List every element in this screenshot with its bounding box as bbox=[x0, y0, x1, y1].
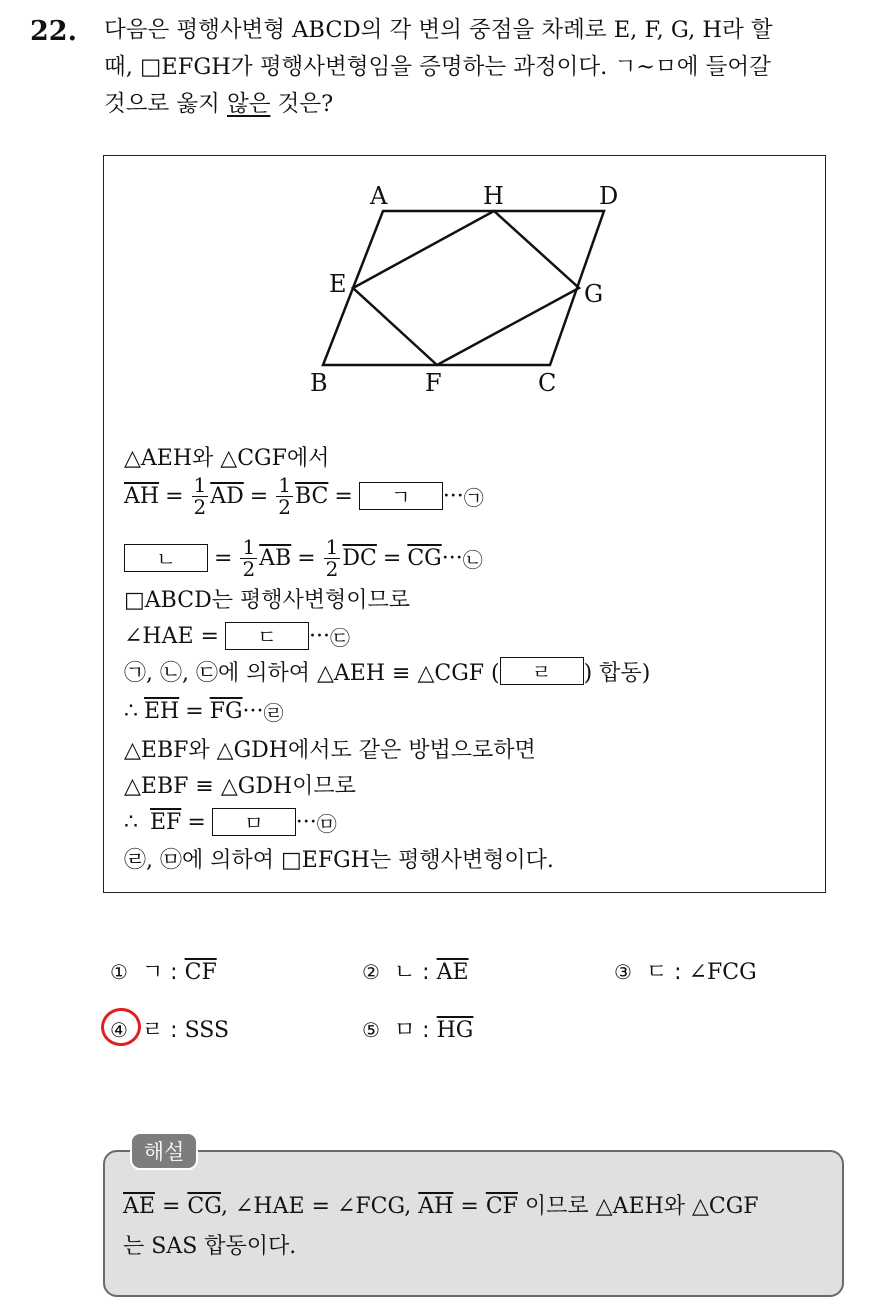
ellipsis: ··· bbox=[309, 623, 330, 649]
segment-CG: $\overline{CG}$ bbox=[407, 545, 442, 571]
quadrilateral-efgh bbox=[353, 211, 579, 365]
equals: = bbox=[214, 545, 233, 571]
proof-line-6 bbox=[124, 651, 650, 691]
choice-value: $\overline{HG}$ bbox=[436, 1018, 474, 1043]
mark-1: ㉠ bbox=[463, 485, 484, 510]
equals: = bbox=[334, 483, 353, 509]
choice-value: $\overline{CF}$ bbox=[184, 960, 217, 985]
ellipsis: ··· bbox=[295, 809, 317, 835]
choice-label: ㄴ : bbox=[393, 960, 430, 985]
segment-EF: $\overline{EF}$ bbox=[150, 809, 182, 835]
parallelogram-figure bbox=[104, 156, 827, 416]
angle-HAE: ∠HAE = bbox=[124, 623, 219, 649]
proof-line-7 bbox=[124, 691, 284, 731]
explanation-text bbox=[123, 1187, 833, 1267]
question-line-3-pre: 것으로 옳지 bbox=[104, 91, 227, 117]
ellipsis: ··· bbox=[442, 483, 464, 509]
segment-AD: $\overline{AD}$ bbox=[210, 483, 244, 509]
segment-CG: $\overline{CG}$ bbox=[187, 1194, 222, 1219]
choice-1[interactable] bbox=[110, 955, 217, 986]
segment-AH: $\overline{AH}$ bbox=[418, 1194, 454, 1219]
therefore-symbol: ∴ bbox=[124, 809, 138, 835]
label-G: G bbox=[584, 280, 604, 308]
mark-2: ㉡ bbox=[462, 547, 483, 572]
question-line-3-post: 것은? bbox=[270, 91, 334, 117]
segment-AB: $\overline{AB}$ bbox=[259, 545, 292, 571]
proof-line-3 bbox=[124, 534, 483, 581]
label-C: C bbox=[538, 369, 557, 397]
segment-AH: $\overline{AH}$ bbox=[124, 483, 160, 509]
label-F: F bbox=[425, 369, 442, 397]
blank-box-e: ㅁ bbox=[212, 808, 296, 836]
proof-box bbox=[103, 155, 826, 893]
choice-number: ① bbox=[110, 960, 128, 984]
choice-number: ⑤ bbox=[362, 1018, 380, 1042]
label-D: D bbox=[599, 182, 619, 210]
proof-line-4: □ABCD는 평행사변형이므로 bbox=[124, 587, 410, 613]
equals: = bbox=[185, 698, 204, 724]
proof-line-11: ㉣, ㉤에 의하여 □EFGH는 평행사변형이다. bbox=[124, 847, 554, 873]
equals: = bbox=[297, 545, 316, 571]
choice-number: ④ bbox=[110, 1018, 128, 1042]
blank-box-a: ㄱ bbox=[359, 482, 443, 510]
choice-number: ③ bbox=[614, 960, 632, 984]
explanation-tab: 해설 bbox=[130, 1132, 198, 1170]
proof-line-8: △EBF와 △GDH에서도 같은 방법으로하면 bbox=[124, 737, 536, 763]
question-line-1: 다음은 평행사변형 ABCD의 각 변의 중점을 차례로 E, F, G, H라 할 bbox=[104, 17, 773, 43]
mark-4: ㉣ bbox=[263, 700, 284, 725]
choice-number: ② bbox=[362, 960, 380, 984]
ellipsis: ··· bbox=[441, 545, 463, 571]
congruence-statement: ㉠, ㉡, ㉢에 의하여 △AEH ≡ △CGF ( bbox=[124, 660, 500, 686]
label-A: A bbox=[370, 182, 388, 210]
mark-3: ㉢ bbox=[329, 625, 350, 650]
ellipsis: ··· bbox=[242, 698, 264, 724]
segment-DC: $\overline{DC}$ bbox=[342, 545, 377, 571]
label-B: B bbox=[310, 369, 328, 397]
question-line-3 bbox=[104, 86, 864, 123]
equals: = bbox=[165, 483, 184, 509]
proof-line-10 bbox=[124, 802, 337, 842]
fraction-half: $\frac{1}{2}$ bbox=[242, 534, 256, 581]
fraction-half: $\frac{1}{2}$ bbox=[325, 534, 339, 581]
question-text bbox=[104, 12, 864, 123]
blank-box-d: ㄹ bbox=[500, 657, 584, 685]
choice-label: ㅁ : bbox=[393, 1018, 430, 1043]
segment-FG: $\overline{FG}$ bbox=[209, 698, 243, 724]
choice-label: ㄱ : bbox=[141, 960, 178, 985]
question-emphasis-underlined: 않은 bbox=[226, 91, 271, 117]
label-H: H bbox=[483, 182, 504, 210]
choice-label: ㄷ : bbox=[645, 960, 682, 985]
blank-box-b: ㄴ bbox=[124, 544, 208, 572]
choice-label: ㄹ : bbox=[141, 1018, 178, 1043]
equals: = bbox=[187, 809, 206, 835]
choice-2[interactable] bbox=[362, 955, 469, 986]
congruence-tail: ) 합동) bbox=[583, 660, 651, 686]
parallelogram-abcd bbox=[323, 211, 604, 365]
segment-BC: $\overline{BC}$ bbox=[294, 483, 329, 509]
mark-5: ㉤ bbox=[316, 811, 337, 836]
proof-line-9: △EBF ≡ △GDH이므로 bbox=[124, 773, 356, 799]
segment-EH: $\overline{EH}$ bbox=[144, 698, 180, 724]
choice-value: FCG bbox=[707, 960, 757, 985]
segment-AE: $\overline{AE}$ bbox=[123, 1194, 155, 1219]
choice-value: SSS bbox=[184, 1018, 230, 1043]
question-number: 22. bbox=[30, 16, 77, 47]
therefore-symbol: ∴ bbox=[124, 698, 138, 724]
choice-5[interactable] bbox=[362, 1013, 473, 1044]
label-E: E bbox=[329, 270, 347, 298]
choice-value: $\overline{AE}$ bbox=[436, 960, 469, 985]
fraction-half: $\frac{1}{2}$ bbox=[193, 472, 207, 519]
blank-box-c: ㄷ bbox=[225, 622, 309, 650]
question-line-2: 때, □EFGH가 평행사변형임을 증명하는 과정이다. ㄱ~ㅁ에 들어갈 bbox=[104, 54, 771, 80]
segment-CF: $\overline{CF}$ bbox=[485, 1194, 518, 1219]
equals: = bbox=[382, 545, 402, 571]
equals: = bbox=[249, 483, 269, 509]
proof-line-1: △AEH와 △CGF에서 bbox=[124, 445, 330, 471]
explanation-line-1: $\overline{AE} = \overline{CG}$, ∠HAE = ∠FCG, $\overline{AH} = \overline{CF}$ 이므로 △AEH와 △CGF bbox=[123, 1194, 759, 1219]
choice-3[interactable]: ③ ㄷ : ∠FCG bbox=[614, 960, 757, 985]
proof-line-2 bbox=[124, 472, 484, 519]
explanation-line-2: 는 SAS 합동이다. bbox=[123, 1234, 297, 1259]
fraction-half: $\frac{1}{2}$ bbox=[278, 472, 291, 519]
proof-line-5 bbox=[124, 616, 350, 656]
